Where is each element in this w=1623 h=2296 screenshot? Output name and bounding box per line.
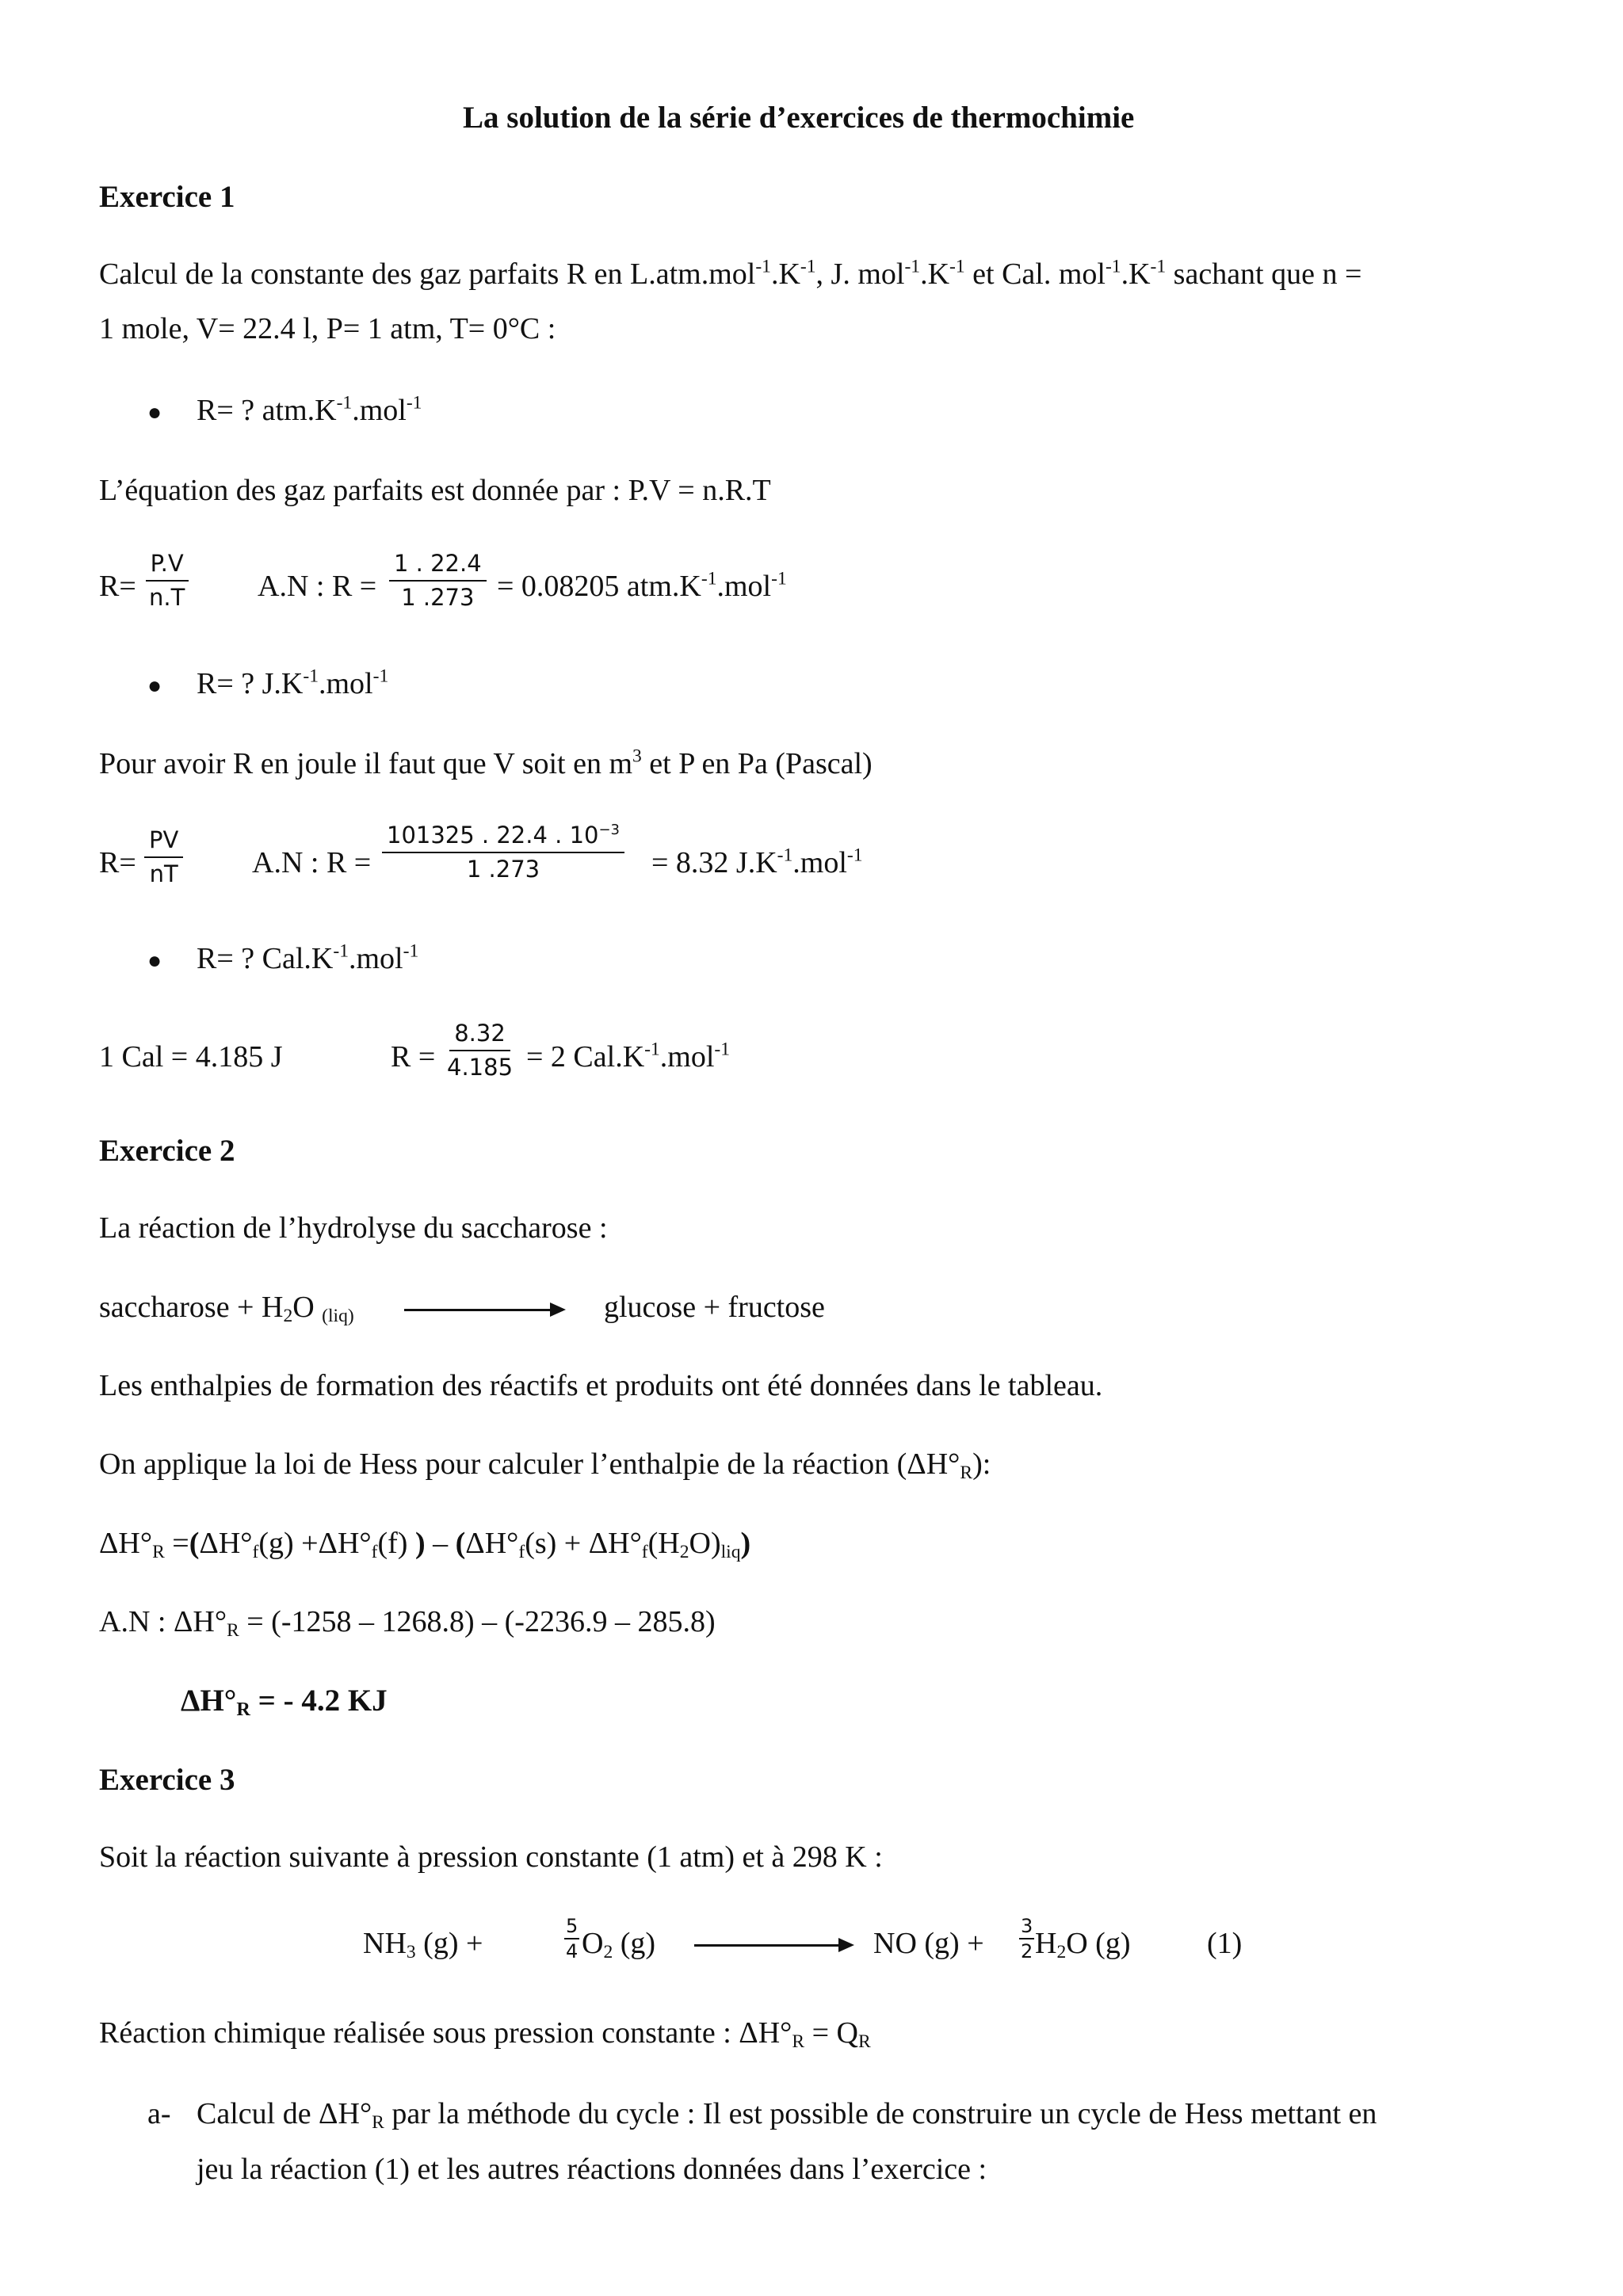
ex1-intro-line2: 1 mole, V= 22.4 l, P= 1 atm, T= 0°C : bbox=[99, 312, 556, 345]
ex2-line4: On applique la loi de Hess pour calculer l’enthalpie de la réaction $(\Delta H^\circ_R)$: bbox=[99, 1447, 991, 1483]
ex3-o2-coefficient bbox=[564, 1917, 579, 1961]
reaction-arrow-icon bbox=[694, 1944, 851, 1947]
ex1-an2-fraction bbox=[382, 821, 624, 883]
ex3-line2: Réaction chimique réalisée sous pression constante : $\Delta H^\circ_R = Q_R$ bbox=[99, 2016, 871, 2052]
ex1-joule-note: Pour avoir R en joule il faut que V soit en $m^3$ et P en Pa (Pascal) bbox=[99, 746, 873, 780]
ex1-an1-label: A.N : R = bbox=[258, 570, 377, 603]
ex3-o2: $O_2$ (g) bbox=[582, 1927, 656, 1962]
ex3-nh3: $NH_3$ (g) + bbox=[363, 1927, 483, 1962]
ex3-line1: Soit la réaction suivante à pression constante (1 atm) et à 298 K : bbox=[99, 1840, 883, 1874]
ex2-products: glucose + fructose bbox=[604, 1291, 825, 1324]
exercise-3-heading: Exercice 3 bbox=[99, 1763, 235, 1797]
ex2-hess-formula: $\Delta H^\circ_R =(\Delta H^\circ_f(g) +\Delta H^\circ_f(f)$ ) – $(\Delta H^\circ_f(s) + \Delta H^\circ_f(H_2O)_{liq})$ bbox=[99, 1527, 751, 1562]
ex2-reactants: saccharose + $H_2O$ $_{(liq)}$ bbox=[99, 1291, 354, 1326]
reaction-arrow-icon bbox=[404, 1309, 563, 1311]
ex1-intro-line1: Calcul de la constante des gaz parfaits R en $L.atm.mol^{-1}.K^{-1}$, J. $mol^{-1}.K^{-1}$ et Cal. $mol^{-1}.K^{-1}$ sachant que n = bbox=[99, 256, 1362, 291]
ex1-r3-fraction bbox=[442, 1022, 517, 1079]
bullet-icon: ● bbox=[147, 673, 162, 699]
numerator: 3 bbox=[1019, 1917, 1034, 1939]
denominator: n.T bbox=[149, 584, 185, 611]
denominator: 1 .273 bbox=[401, 584, 475, 611]
page-title: La solution de la série d’exercices de thermochimie bbox=[463, 101, 1135, 135]
ex3-item-a-line1: Calcul de $\Delta H^\circ_R$ par la méthode du cycle : Il est possible de construire un cycle de Hess mettant en bbox=[197, 2097, 1377, 2133]
ex1-ideal-gas-equation: L’équation des gaz parfaits est donnée par : P.V = n.R.T bbox=[99, 474, 771, 507]
bullet-icon: ● bbox=[147, 399, 162, 425]
denominator: 2 bbox=[1021, 1940, 1033, 1962]
numerator: 1 . 22.4 bbox=[389, 552, 487, 582]
denominator: 4.185 bbox=[447, 1054, 514, 1081]
numerator: 101325 . 22.4 . $10^{-3}$ bbox=[382, 824, 624, 853]
ex3-h2o-coefficient bbox=[1019, 1917, 1034, 1961]
ex3-equation-number: (1) bbox=[1207, 1927, 1243, 1960]
denominator: 4 bbox=[566, 1940, 579, 1962]
ex3-no: NO (g) + bbox=[873, 1927, 984, 1960]
ex3-h2o: $H_2O$ (g) bbox=[1035, 1927, 1131, 1962]
ex1-an2-label: A.N : R = bbox=[252, 846, 372, 879]
ex1-r2-label: R= bbox=[99, 846, 136, 879]
ex1-bullet-atm: R= ? $atm.K^{-1}.mol^{-1}$ bbox=[197, 392, 422, 427]
numerator: 5 bbox=[564, 1917, 579, 1939]
exercise-2-heading: Exercice 2 bbox=[99, 1134, 235, 1168]
ex3-item-a-line2: jeu la réaction (1) et les autres réactions données dans l’exercice : bbox=[197, 2153, 987, 2186]
numerator: PV bbox=[144, 829, 183, 858]
ex1-r1-fraction bbox=[144, 552, 189, 609]
exercise-1-heading: Exercice 1 bbox=[99, 180, 235, 214]
ex3-item-a-label: a- bbox=[147, 2097, 171, 2130]
ex1-an1-result: = 0.08205 $atm.K^{-1}.mol^{-1}$ bbox=[497, 568, 787, 603]
ex1-r3-label: R = bbox=[391, 1040, 436, 1074]
ex1-cal-conversion: 1 Cal = 4.185 J bbox=[99, 1040, 283, 1074]
ex1-r2-fraction bbox=[144, 826, 183, 887]
numerator: 8.32 bbox=[449, 1022, 510, 1051]
ex1-r3-result: = 2 $Cal.K^{-1}.mol^{-1}$ bbox=[526, 1039, 731, 1074]
ex2-line3: Les enthalpies de formation des réactifs et produits ont été données dans le tableau. bbox=[99, 1369, 1103, 1402]
numerator: P.V bbox=[146, 552, 189, 582]
ex2-result: $\Delta H^\circ_R$ = - 4.2 KJ bbox=[181, 1684, 388, 1721]
ex1-an1-fraction bbox=[389, 552, 487, 609]
ex2-line1: La réaction de l’hydrolyse du saccharose : bbox=[99, 1211, 608, 1245]
denominator: nT bbox=[149, 860, 178, 887]
denominator: 1 .273 bbox=[466, 856, 540, 883]
bullet-icon: ● bbox=[147, 948, 162, 974]
ex2-numeric-application: A.N : $\Delta H^\circ_R = (-1258 - 1268.8) - (-2236.9 - 285.8)$ bbox=[99, 1605, 716, 1641]
ex1-bullet-joule: R= ? $J.K^{-1}.mol^{-1}$ bbox=[197, 666, 389, 700]
ex1-r1-label: R= bbox=[99, 570, 136, 603]
ex1-bullet-cal: R= ? $Cal.K^{-1}.mol^{-1}$ bbox=[197, 940, 419, 975]
ex1-an2-result: = 8.32 $J.K^{-1}.mol^{-1}$ bbox=[651, 845, 863, 879]
